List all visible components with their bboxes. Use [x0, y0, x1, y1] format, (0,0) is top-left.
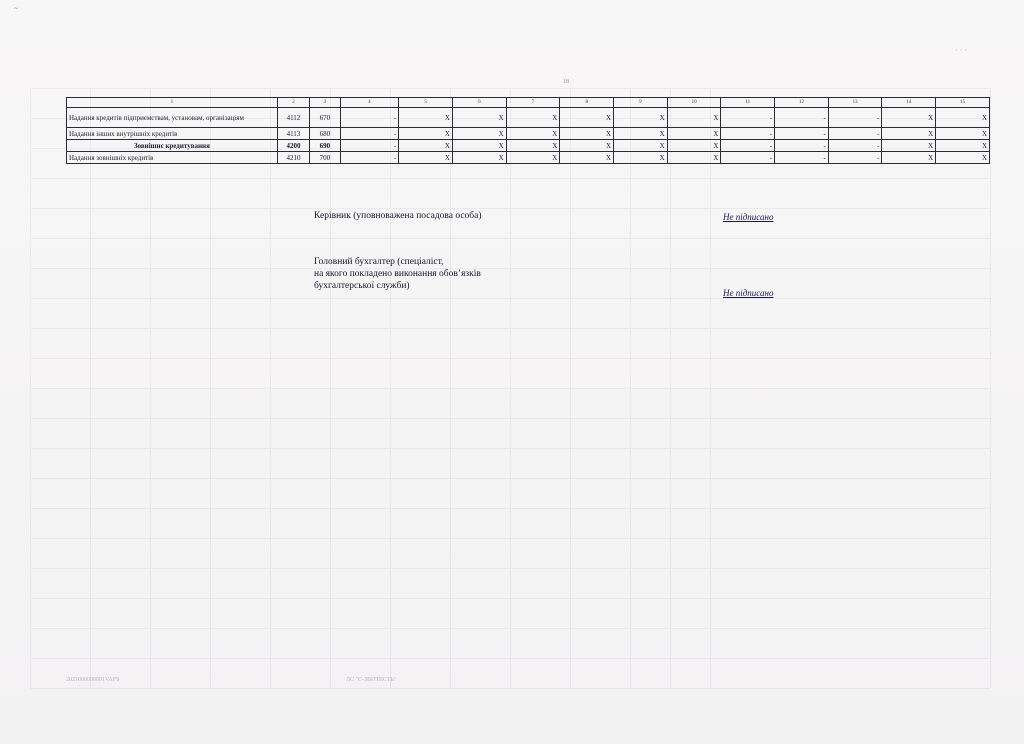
- header-cell: 14: [882, 98, 936, 108]
- cell-c5: X: [399, 152, 453, 164]
- header-cell: 3: [310, 98, 340, 108]
- head-signature-status: Не підписано: [723, 212, 774, 222]
- cell-c5: X: [399, 140, 453, 152]
- cell-c11: -: [721, 152, 775, 164]
- cell-c11: -: [721, 108, 775, 128]
- cell-c14: X: [882, 152, 936, 164]
- cell-c11: -: [721, 140, 775, 152]
- cell-c6: X: [452, 152, 506, 164]
- cell-c8: X: [560, 152, 614, 164]
- row-line: 700: [310, 152, 340, 164]
- accountant-label-line3: бухгалтерської служби): [314, 281, 410, 291]
- table-row: [67, 128, 990, 140]
- row-code: 4210: [277, 152, 309, 164]
- header-cell: 9: [614, 98, 668, 108]
- cell-c13: -: [828, 152, 882, 164]
- cell-c12: -: [775, 152, 829, 164]
- cell-c15: X: [936, 128, 990, 140]
- cell-c15: X: [936, 108, 990, 128]
- cell-c8: X: [560, 128, 614, 140]
- cell-c9: X: [614, 108, 668, 128]
- header-cell: 2: [277, 98, 309, 108]
- header-cell: 8: [560, 98, 614, 108]
- cell-c4: -: [340, 140, 399, 152]
- accountant-label-line2: на якого покладено виконання обов’язків: [314, 269, 481, 279]
- cell-c12: -: [775, 140, 829, 152]
- cell-c10: X: [667, 108, 721, 128]
- cell-c14: X: [882, 108, 936, 128]
- header-cell: 12: [775, 98, 829, 108]
- row-name: Надання інших внутрішніх кредитів: [67, 128, 278, 140]
- cell-c5: X: [399, 108, 453, 128]
- cell-c10: X: [667, 140, 721, 152]
- cell-c9: X: [614, 128, 668, 140]
- cell-c12: -: [775, 108, 829, 128]
- cell-c10: X: [667, 152, 721, 164]
- cell-c7: X: [506, 108, 560, 128]
- row-name: Надання зовнішніх кредитів: [67, 152, 278, 164]
- cell-c7: X: [506, 140, 560, 152]
- cell-c6: X: [452, 108, 506, 128]
- header-cell: 11: [721, 98, 775, 108]
- scan-smudge-icon: ~: [14, 4, 19, 13]
- header-cell: 6: [452, 98, 506, 108]
- header-cell: 4: [340, 98, 399, 108]
- cell-c4: -: [340, 128, 399, 140]
- accountant-label-line1: Головний бухгалтер (спеціаліст,: [314, 257, 444, 267]
- accountant-signature-status: Не підписано: [723, 288, 774, 298]
- cell-c13: -: [828, 108, 882, 128]
- table-header-row: [67, 98, 990, 108]
- bleed-through-table: [30, 88, 990, 688]
- row-line: 690: [310, 140, 340, 152]
- header-cell: 10: [667, 98, 721, 108]
- cell-c15: X: [936, 152, 990, 164]
- cell-c6: X: [452, 128, 506, 140]
- footer-software-name: ЛС "Є-ЗВІТНІСТЬ": [346, 677, 397, 683]
- cell-c13: -: [828, 140, 882, 152]
- cell-c9: X: [614, 140, 668, 152]
- table-row: [67, 152, 990, 164]
- cell-c14: X: [882, 128, 936, 140]
- cell-c9: X: [614, 152, 668, 164]
- header-cell: 1: [67, 98, 278, 108]
- row-line: 670: [310, 108, 340, 128]
- row-line: 680: [310, 128, 340, 140]
- header-cell: 15: [936, 98, 990, 108]
- cell-c14: X: [882, 140, 936, 152]
- cell-c10: X: [667, 128, 721, 140]
- row-code: 4113: [277, 128, 309, 140]
- row-code: 4200: [277, 140, 309, 152]
- credit-table: [66, 97, 990, 164]
- header-cell: 5: [399, 98, 453, 108]
- cell-c13: -: [828, 128, 882, 140]
- cell-c7: X: [506, 152, 560, 164]
- cell-c7: X: [506, 128, 560, 140]
- header-cell: 13: [828, 98, 882, 108]
- cell-c12: -: [775, 128, 829, 140]
- cell-c6: X: [452, 140, 506, 152]
- footer-document-id: 2021000000001VAFS: [66, 677, 120, 683]
- row-name: Надання кредитів підприємствам, установам, організаціям: [67, 108, 278, 128]
- cell-c5: X: [399, 128, 453, 140]
- cell-c8: X: [560, 140, 614, 152]
- table-row: [67, 108, 990, 128]
- row-code: 4112: [277, 108, 309, 128]
- scan-smudge-icon: ˙ ˙ ˙: [955, 48, 967, 57]
- header-cell: 7: [506, 98, 560, 108]
- cell-c8: X: [560, 108, 614, 128]
- cell-c15: X: [936, 140, 990, 152]
- cell-c4: -: [340, 152, 399, 164]
- head-signature-label: Керівник (уповноважена посадова особа): [314, 211, 482, 221]
- cell-c11: -: [721, 128, 775, 140]
- page-number: 18: [563, 79, 569, 85]
- table-row: [67, 140, 990, 152]
- row-name: Зовнішнє кредитування: [67, 140, 278, 152]
- cell-c4: -: [340, 108, 399, 128]
